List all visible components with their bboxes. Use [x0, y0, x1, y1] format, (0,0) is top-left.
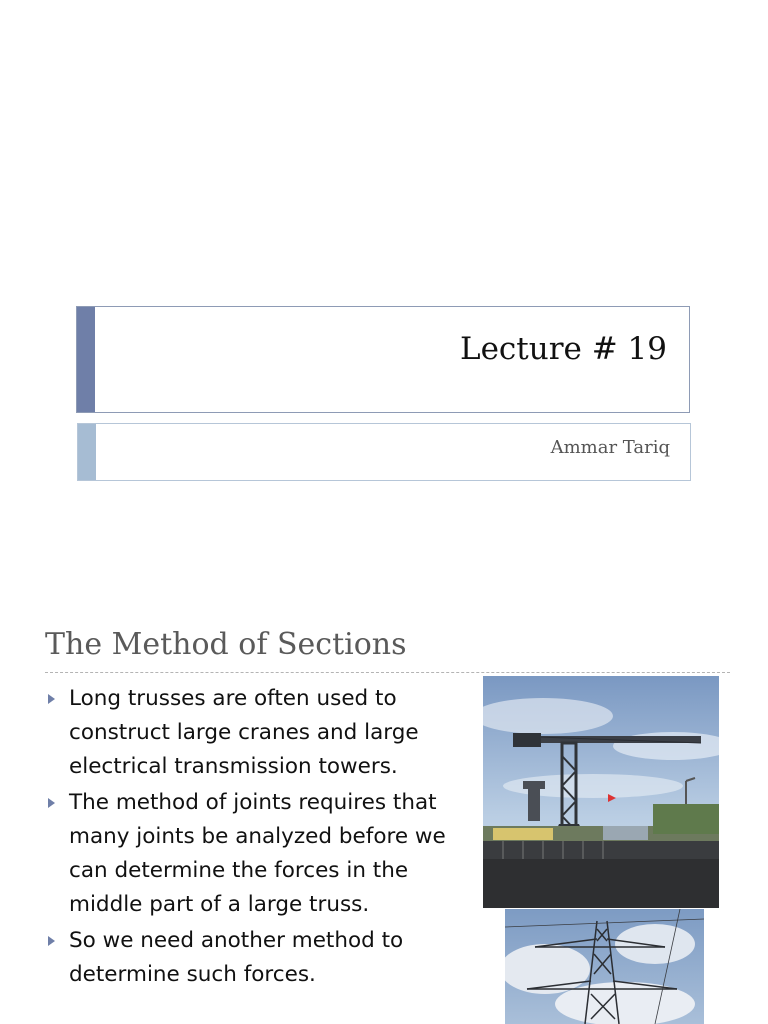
bullet-arrow-icon [48, 798, 55, 808]
bullet-list [46, 682, 466, 994]
slide-subtitle: Ammar Tariq [550, 437, 670, 458]
section-title: The Method of Sections [45, 627, 407, 662]
bullet-arrow-icon [48, 694, 55, 704]
title-accent-bar [77, 307, 95, 412]
bullet-item: So we need another method to determine such forces. [46, 924, 466, 992]
bullet-item: The method of joints requires that many joints be analyzed before we can determine the forces in the middle part of a large truss. [46, 786, 466, 922]
slide-title: Lecture # 19 [459, 331, 667, 367]
crane-illustration [483, 676, 719, 908]
tower-illustration [505, 909, 704, 1024]
subtitle-placeholder [77, 423, 691, 481]
subtitle-accent-bar [78, 424, 96, 480]
bullet-arrow-icon [48, 936, 55, 946]
crane-photo [483, 676, 719, 908]
bullet-item: Long trusses are often used to construct large cranes and large electrical transmission towers. [46, 682, 466, 784]
transmission-tower-photo [505, 909, 704, 1024]
title-placeholder [76, 306, 690, 413]
title-divider [45, 672, 730, 673]
